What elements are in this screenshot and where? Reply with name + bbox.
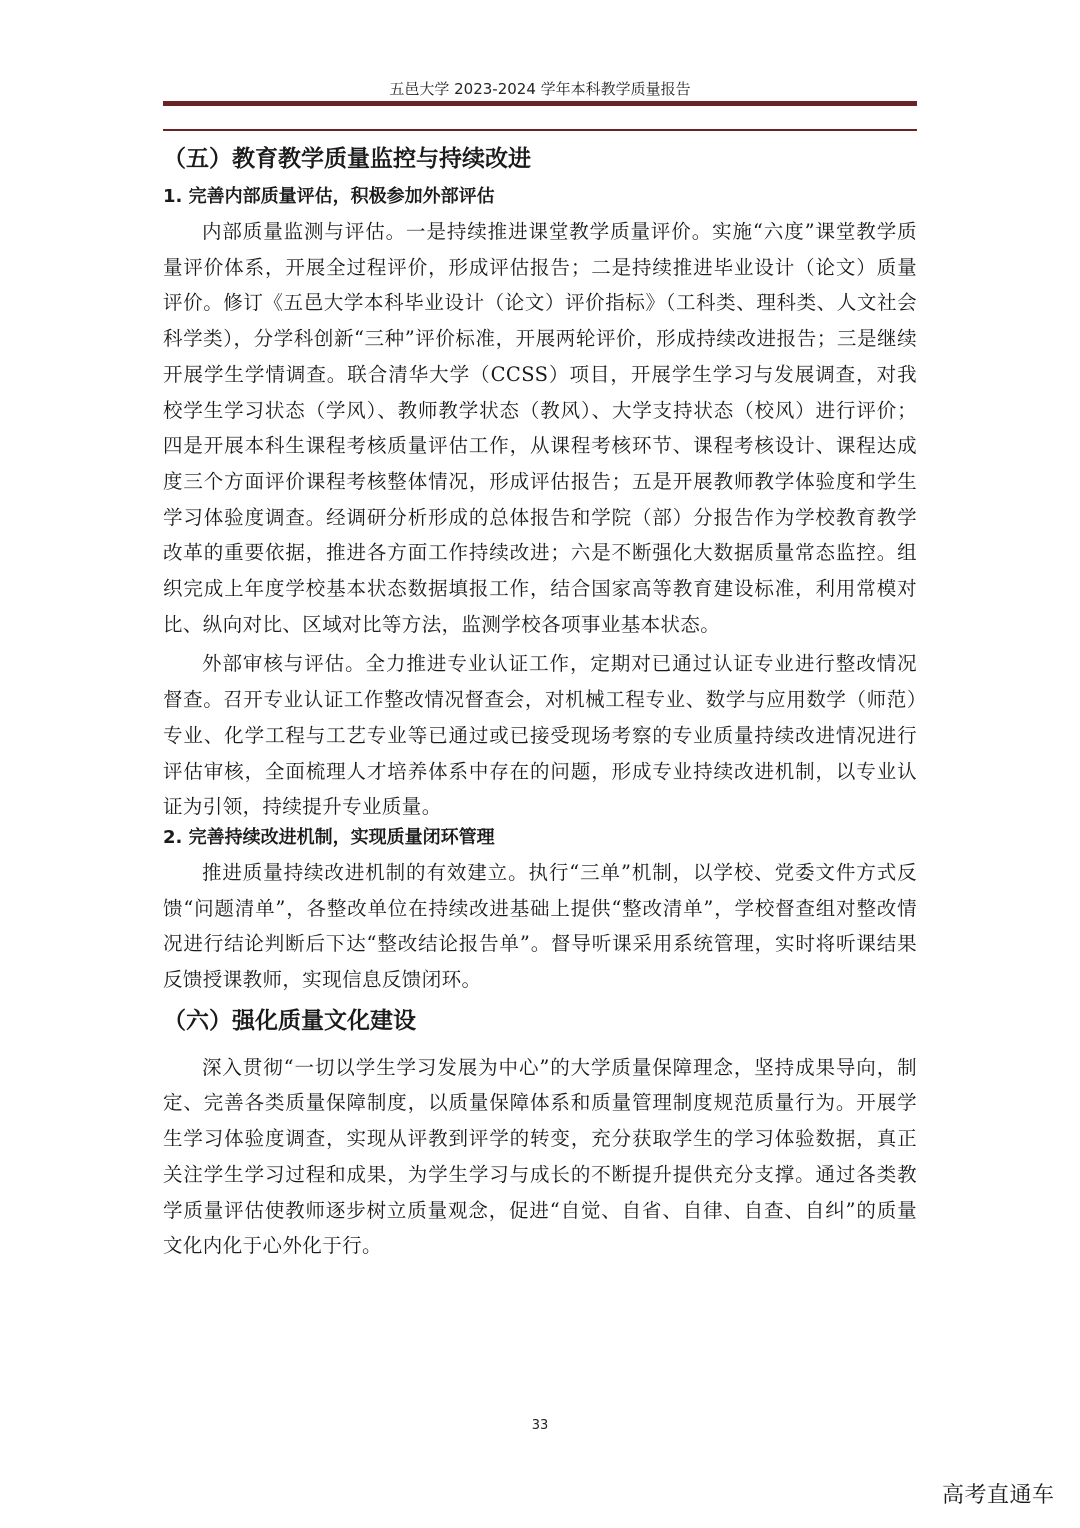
running-header-title: 五邑大学 2023-2024 学年本科教学质量报告 bbox=[389, 80, 691, 98]
section-5-heading: （五）教育教学质量监控与持续改进 bbox=[163, 146, 531, 172]
spacer bbox=[163, 998, 917, 1002]
header-rule-thin bbox=[163, 129, 917, 131]
subsection-1-heading: 1. 完善内部质量评估，积极参加外部评估 bbox=[163, 186, 495, 207]
watermark-text: 高考直通车 bbox=[942, 1483, 1055, 1508]
paragraph-continuous-improvement: 推进质量持续改进机制的有效建立。执行“三单”机制，以学校、党委文件方式反馈“问题清单”，各整改单位在持续改进基础上提供“整改清单”，学校督查组对整改情况进行结论判断后下达“整改结论报告单”。督导听课采用系统管理，实时将听课结果反馈授课教师，实现信息反馈闭环。 bbox=[163, 860, 917, 992]
paragraph-external-evaluation: 外部审核与评估。全力推进专业认证工作，定期对已通过认证专业进行整改情况督查。召开专业认证工作整改情况督查会，对机械工程专业、数学与应用数学（师范）专业、化学工程与工艺专业等已通过或已接受现场考察的专业质量持续改进情况进行评估审核，全面梳理人才培养体系中存在的问题，形成专业持续改进机制，以专业认证为引领，持续提升专业质量。 bbox=[163, 652, 917, 819]
paragraph-internal-evaluation: 内部质量监测与评估。一是持续推进课堂教学质量评价。实施“六度”课堂教学质量评价体系，开展全过程评价，形成评估报告；二是持续推进毕业设计（论文）质量评价。修订《五邑大学本科毕业设计（论文）评价指标》（工科类、理科类、人文社会科学类），分学科创新“三种”评价标准，开展两轮评价，形成持续改进报告；三是继续开展学生学情调查。联合清华大学（CCSS）项目，开展学生学习与发展调查，对我校学生学习状态（学风）、教师教学状态（教风）、大学支持状态（校风）进行评价；四是开展本科生课程考核质量评估工作，从课程考核环节、课程考核设计、课程达成度三个方面评价课程考核整体情况，形成评估报告；五是开展教师教学体验度和学生学习体验度调查。经调研分析形成的总体报告和学院（部）分报告作为学校教育教学改革的重要依据，推进各方面工作持续改进；六是不断强化大数据质量常态监控。组织完成上年度学校基本状态数据填报工作，结合国家高等教育建设标准，利用常模对比、纵向对比、区域对比等方法，监测学校各项事业基本状态。 bbox=[163, 220, 917, 636]
header-rule-thick bbox=[163, 101, 917, 106]
subsection-2-heading: 2. 完善持续改进机制，实现质量闭环管理 bbox=[163, 826, 495, 848]
body-content bbox=[163, 140, 917, 1264]
section-6-heading: （六）强化质量文化建设 bbox=[163, 1007, 416, 1034]
paragraph-quality-culture: 深入贯彻“一切以学生学习发展为中心”的大学质量保障理念，坚持成果导向，制定、完善各类质量保障制度，以质量保障体系和质量管理制度规范质量行为。开展学生学习体验度调查，实现从评教到评学的转变，充分获取学生的学习体验数据，真正关注学生学习过程和成果，为学生学习与成长的不断提升提供充分支撑。通过各类教学质量评估使教师逐步树立质量观念，促进“自觉、自省、自律、自查、自纠”的质量文化内化于心外化于行。 bbox=[163, 1055, 917, 1258]
page-number: 33 bbox=[531, 1418, 549, 1433]
